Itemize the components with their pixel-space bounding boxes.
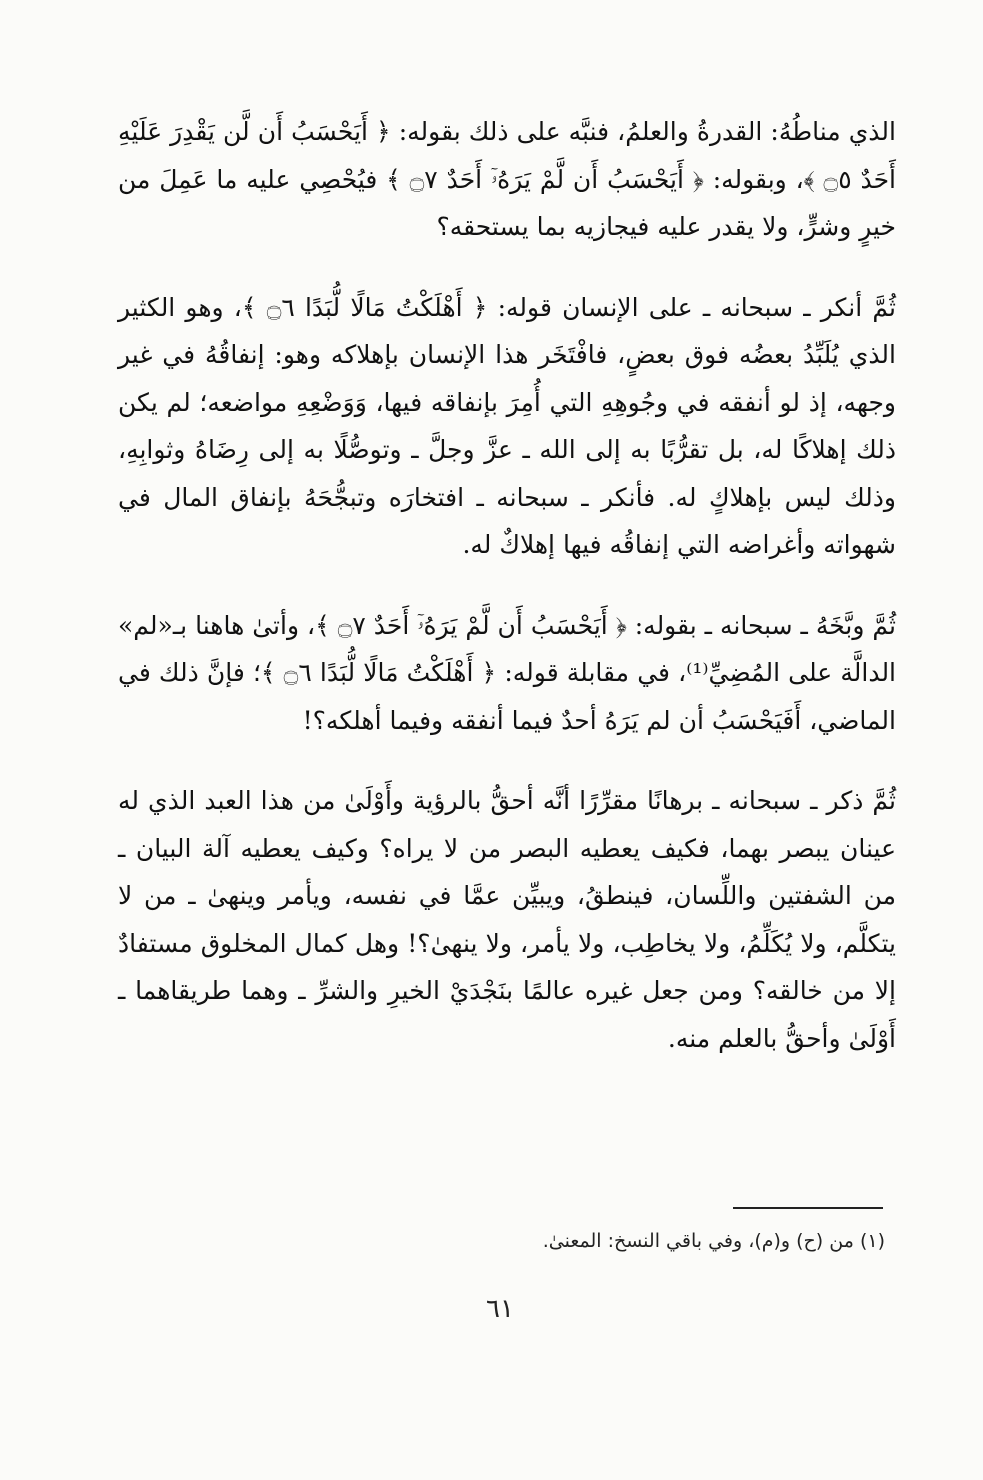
paragraph: ثُمَّ وبَّخَهُ ـ سبحانه ـ بقوله: ﴿ أَيَحْسَبُ أَن لَّمْ يَرَهُۥٓ أَحَدٌ ۝٧ ﴾، وأتىٰ هاهنا بـ«لم» الدالَّة على المُضِيِّ⁽¹⁾، في مقابلة قوله: ﴿ أَهْلَكْتُ مَالًا لُّبَدًا ۝٦ ﴾؛ فإنَّ ذلك في الماضي، أَفَيَحْسَبُ أن لم يَرَهُ أحدٌ فيما أنفقه وفيما أهلكه؟! <box>118 610 897 735</box>
footnote-divider <box>733 1207 883 1209</box>
footnote: (١) من (ح) و(م)، وفي باقي النسخ: المعنىٰ. <box>542 1230 885 1252</box>
page-number: ٦١ <box>486 1294 514 1324</box>
paragraph: ثُمَّ ذكر ـ سبحانه ـ برهانًا مقرِّرًا أنَّه أحقُّ بالرؤية وأَوْلَىٰ من هذا العبد الذي له عينان يبصر بهما، فكيف يعطيه البصر من لا يراه؟ وكيف يعطيه آلة البيان ـ من الشفتين واللِّسان، فينطقُ، ويبيِّن عمَّا في نفسه، ويأمر وينهىٰ ـ من لا يتكلَّم، ولا يُكَلِّمُ، ولا يخاطِب، ولا يأمر، ولا ينهىٰ؟! وهل كمال المخلوق مستفادٌ إلا من خالقه؟ ومن جعل غيره عالمًا بنَجْدَيْ الخيرِ والشرِّ ـ وهما طريقاهما ـ أَوْلَىٰ وأحقُّ بالعلم منه. <box>118 786 896 1053</box>
paragraph: الذي مناطُهُ: القدرةُ والعلمُ، فنبَّه على ذلك بقوله: ﴿ أَيَحْسَبُ أَن لَّن يَقْدِرَ عَلَيْهِ أَحَدٌ ۝٥ ﴾، وبقوله: ﴿ أَيَحْسَبُ أَن لَّمْ يَرَهُۥٓ أَحَدٌ ۝٧ ﴾ فيُحْصِي عليه ما عَمِلَ من خيرٍ وشرٍّ، ولا يقدر عليه فيجازيه بما يستحقه؟ <box>118 117 896 241</box>
paragraph: ثُمَّ أنكر ـ سبحانه ـ على الإنسان قوله: ﴿ أَهْلَكْتُ مَالًا لُّبَدًا ۝٦ ﴾، وهو الكثير الذي يُلَبِّدُ بعضُه فوق بعضٍ، فافْتَخَر هذا الإنسان بإهلاكه وهو: إنفاقُهُ في غير وجهه، إذ لو أنفقه في وجُوهِهِ التي أُمِرَ بإنفاقه فيها، وَوَضْعِهِ مواضعه؛ لم يكن ذلك إهلاكًا له، بل تقرُّبًا به إلى الله ـ عزَّ وجلَّ ـ وتوصُّلًا به إلى رِضَاهُ وثوابِهِ، وذلك ليس بإهلاكٍ له. فأنكر ـ سبحانه ـ افتخارَه وتبجُّحَهُ بإنفاق المال في شهواته وأغراضه التي إنفاقُه فيها إهلاكٌ له. <box>118 292 896 559</box>
main-text <box>118 108 896 1062</box>
